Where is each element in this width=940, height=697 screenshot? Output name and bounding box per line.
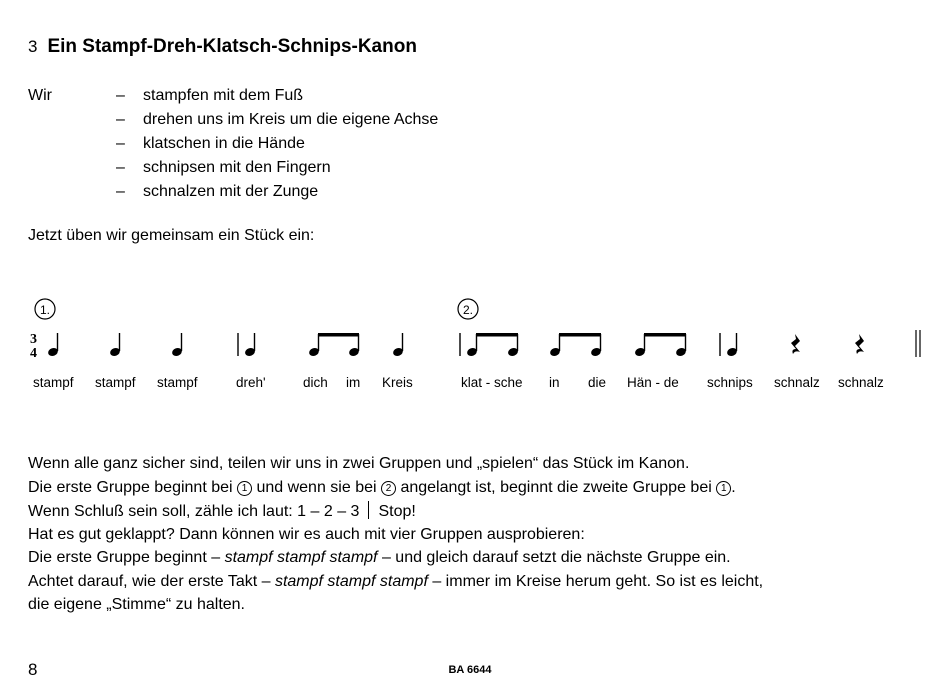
text-run: Die erste Gruppe beginnt – <box>28 549 225 566</box>
list-item <box>116 159 438 183</box>
lyric-syllable: dich <box>303 375 328 390</box>
paragraph-line: Hat es gut geklappt? Dann können wir es auch mit vier Gruppen ausprobieren: <box>28 525 585 543</box>
dash: – <box>116 183 125 200</box>
list-item <box>116 183 438 207</box>
quarter-note <box>244 333 256 357</box>
list-item-text: schnipsen mit den Fingern <box>143 159 331 176</box>
divider-bar <box>368 501 369 519</box>
lyric-syllable: schnips <box>707 375 753 390</box>
section-title: Ein Stampf-Dreh-Klatsch-Schnips-Kanon <box>47 36 417 57</box>
text-run: Achtet darauf, wie der erste Takt – <box>28 572 275 590</box>
lyric-syllable: klat - sche <box>461 375 523 390</box>
paragraph-line: Wenn alle ganz sicher sind, teilen wir uns in zwei Gruppen und „spielen“ das Stück im Kanon. <box>28 455 690 472</box>
list-item-text: schnalzen mit der Zunge <box>143 183 319 200</box>
circled-marker: 1 <box>716 481 731 496</box>
text-run: Stop! <box>378 503 416 520</box>
lyric-syllable: in <box>549 375 560 390</box>
emphasis: stampf stampf stampf <box>224 549 378 566</box>
list-item <box>116 111 438 135</box>
eighth-note-pair <box>466 333 519 357</box>
text-run: Wenn Schluß sein soll, zähle ich laut: 1 – 2 – 3 <box>28 503 360 520</box>
page-number: 8 <box>28 660 38 679</box>
quarter-note <box>392 333 404 357</box>
lyric-syllable: stampf <box>95 375 136 390</box>
practice-line: Jetzt üben wir gemeinsam ein Stück ein: <box>28 227 315 244</box>
quarter-note <box>726 333 738 357</box>
lyric-syllable: stampf <box>33 375 74 390</box>
dash: – <box>116 159 125 176</box>
instructions-paragraph <box>28 454 763 619</box>
lyric-syllable: Hän - de <box>627 375 679 390</box>
paragraph-line <box>28 548 763 572</box>
circled-marker: 2 <box>381 481 396 496</box>
entry-marker-1 <box>35 299 55 319</box>
time-signature-bottom: 4 <box>30 346 37 361</box>
paragraph-line <box>28 478 763 502</box>
quarter-note <box>47 333 59 357</box>
list-item-text: drehen uns im Kreis um die eigene Achse <box>143 111 439 128</box>
list-item-text: klatschen in die Hände <box>143 135 305 152</box>
quarter-rest <box>791 334 800 354</box>
quarter-note <box>109 333 121 357</box>
time-signature-top: 3 <box>30 332 37 347</box>
lyric-syllable: im <box>346 375 361 390</box>
text-run: angelangt ist, beginnt die zweite Gruppe bei <box>396 478 717 496</box>
text-run: . <box>731 478 736 496</box>
eighth-note-pair <box>634 333 687 357</box>
quarter-note <box>171 333 183 357</box>
section-heading <box>28 36 417 58</box>
quarter-rest <box>855 334 864 354</box>
emphasis: stampf stampf stampf <box>274 572 428 590</box>
paragraph-line: die eigene „Stimme“ zu halten. <box>28 596 245 613</box>
publication-code: BA 6644 <box>448 664 492 676</box>
lyric-syllable: schnalz <box>774 375 820 390</box>
action-list <box>116 87 438 207</box>
entry-marker-2 <box>458 299 478 319</box>
eighth-note-pair <box>308 333 360 357</box>
lyric-syllable: stampf <box>157 375 198 390</box>
list-item <box>116 87 438 111</box>
section-number: 3 <box>28 37 38 56</box>
text-run: – immer im Kreise herum geht. So ist es leicht, <box>427 572 764 590</box>
list-subject: Wir <box>28 87 52 104</box>
circled-marker: 1 <box>237 481 252 496</box>
text-run: – und gleich darauf setzt die nächste Gruppe ein. <box>377 549 731 566</box>
dash: – <box>116 87 125 104</box>
lyric-syllable: die <box>588 375 607 390</box>
entry-marker-label: 2. <box>462 303 474 317</box>
lyric-syllable: schnalz <box>838 375 884 390</box>
list-item <box>116 135 438 159</box>
dash: – <box>116 111 125 128</box>
dash: – <box>116 135 125 152</box>
lyric-syllable: Kreis <box>382 375 413 390</box>
eighth-note-pair <box>549 333 602 357</box>
text-run: Die erste Gruppe beginnt bei <box>28 478 238 496</box>
list-item-text: stampfen mit dem Fuß <box>143 87 304 104</box>
entry-marker-label: 1. <box>39 303 51 317</box>
text-run: und wenn sie bei <box>252 478 381 496</box>
paragraph-line <box>28 501 763 525</box>
lyric-syllable: dreh' <box>236 375 266 390</box>
paragraph-line <box>28 572 763 596</box>
